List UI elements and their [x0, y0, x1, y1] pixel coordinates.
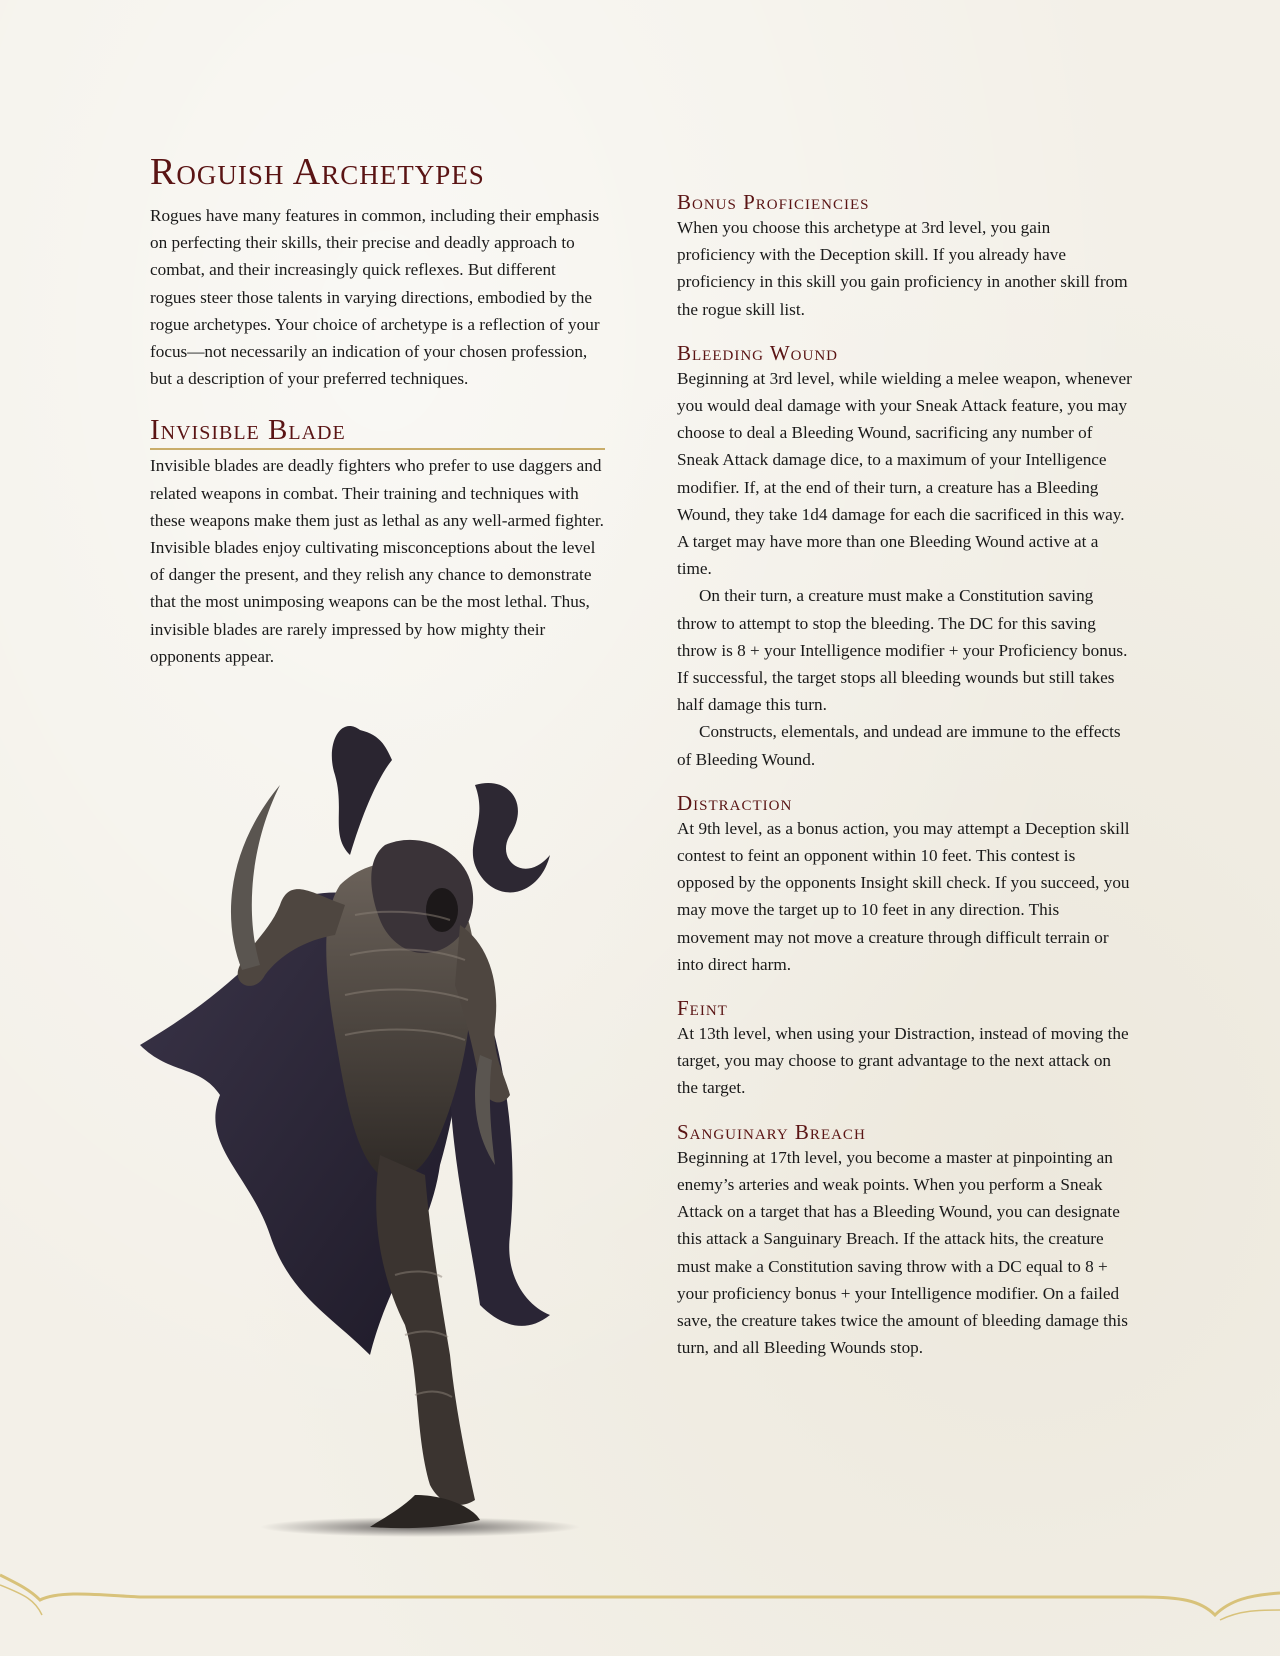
- bonus-proficiencies-text: When you choose this archetype at 3rd level, you gain proficiency with the Deception skill. If you already have proficiency in this skill you gain proficiency in another skill from the rogue skill list.: [677, 218, 1128, 319]
- bleeding-wound-text-2: On their turn, a creature must make a Constitution saving throw to attempt to stop the bleeding. The DC for this saving throw is 8 + your Intelligence modifier + your Proficiency bonus. If successful, the target stops all bleeding wounds but still takes half damage this turn.: [677, 586, 1128, 715]
- feature-title-bonus-proficiencies: Bonus Proficiencies: [677, 190, 870, 214]
- bleeding-wound-text-1: Beginning at 3rd level, while wielding a melee weapon, whenever you would deal damage with your Sneak Attack feature, you may choose to deal a Bleeding Wound, sacrificing any number of Sneak Attack damage dice, to a maximum of your Intelligence modifier. If, at the end of their turn, a creature has a Bleeding Wound, they take 1d4 damage for each die sacrificed in this way. A target may have more than one Bleeding Wound active at a time.: [677, 368, 1132, 579]
- invisible-blade-paragraph: Invisible blades are deadly fighters who prefer to use daggers and related weapons in combat. Their training and techniques with these weapons make them just as lethal as any well-armed fighter. Invisible blades enjoy cultivating misconceptions about the level of danger the present, and they relish any chance to demonstrate that the most unimposing weapons can be the most lethal. Thus, invisible blades are rarely impressed by how mighty their opponents appear.: [150, 456, 604, 666]
- section-title-invisible-blade: Invisible Blade: [150, 414, 605, 450]
- footer-ornament: [0, 1555, 1280, 1655]
- feature-title-sanguinary-breach: Sanguinary Breach: [677, 1119, 866, 1144]
- feature-title-bleeding-wound: Bleeding Wound: [677, 340, 839, 365]
- left-column: [150, 150, 605, 670]
- bleeding-wound-text-3: Constructs, elementals, and undead are immune to the effects of Bleeding Wound.: [677, 722, 1121, 769]
- feature-title-feint: Feint: [677, 996, 728, 1021]
- page-title: Roguish Archetypes: [150, 151, 485, 193]
- rogue-illustration: [130, 715, 620, 1545]
- feint-text: At 13th level, when using your Distraction, instead of moving the target, you may choose to grant advantage to the next attack on the target.: [677, 1024, 1129, 1098]
- intro-paragraph: Rogues have many features in common, including their emphasis on perfecting their skills, their precise and deadly approach to combat, and their increasingly quick reflexes. But different rogues steer those talents in varying directions, embodied by the rogue archetypes. Your choice of archetype is a reflection of your focus—not necessarily an indication of your chosen profession, but a description of your preferred techniques.: [150, 206, 600, 389]
- feature-title-distraction: Distraction: [677, 790, 793, 815]
- right-column: [677, 190, 1132, 1361]
- sanguinary-breach-text: Beginning at 17th level, you become a master at pinpointing an enemy’s arteries and weak points. When you perform a Sneak Attack on a target that has a Bleeding Wound, you can designate this attack a Sanguinary Breach. If the attack hits, the creature must make a Constitution saving throw with a DC equal to 8 + your proficiency bonus + your Intelligence modifier. On a failed save, the creature takes twice the amount of bleeding damage this turn, and all Bleeding Wounds stop.: [677, 1147, 1128, 1358]
- distraction-text: At 9th level, as a bonus action, you may attempt a Deception skill contest to feint an opponent within 10 feet. This contest is opposed by the opponents Insight skill check. If you succeed, you may move the target up to 10 feet in any direction. This movement may not move a creature through difficult terrain or into direct harm.: [677, 818, 1130, 974]
